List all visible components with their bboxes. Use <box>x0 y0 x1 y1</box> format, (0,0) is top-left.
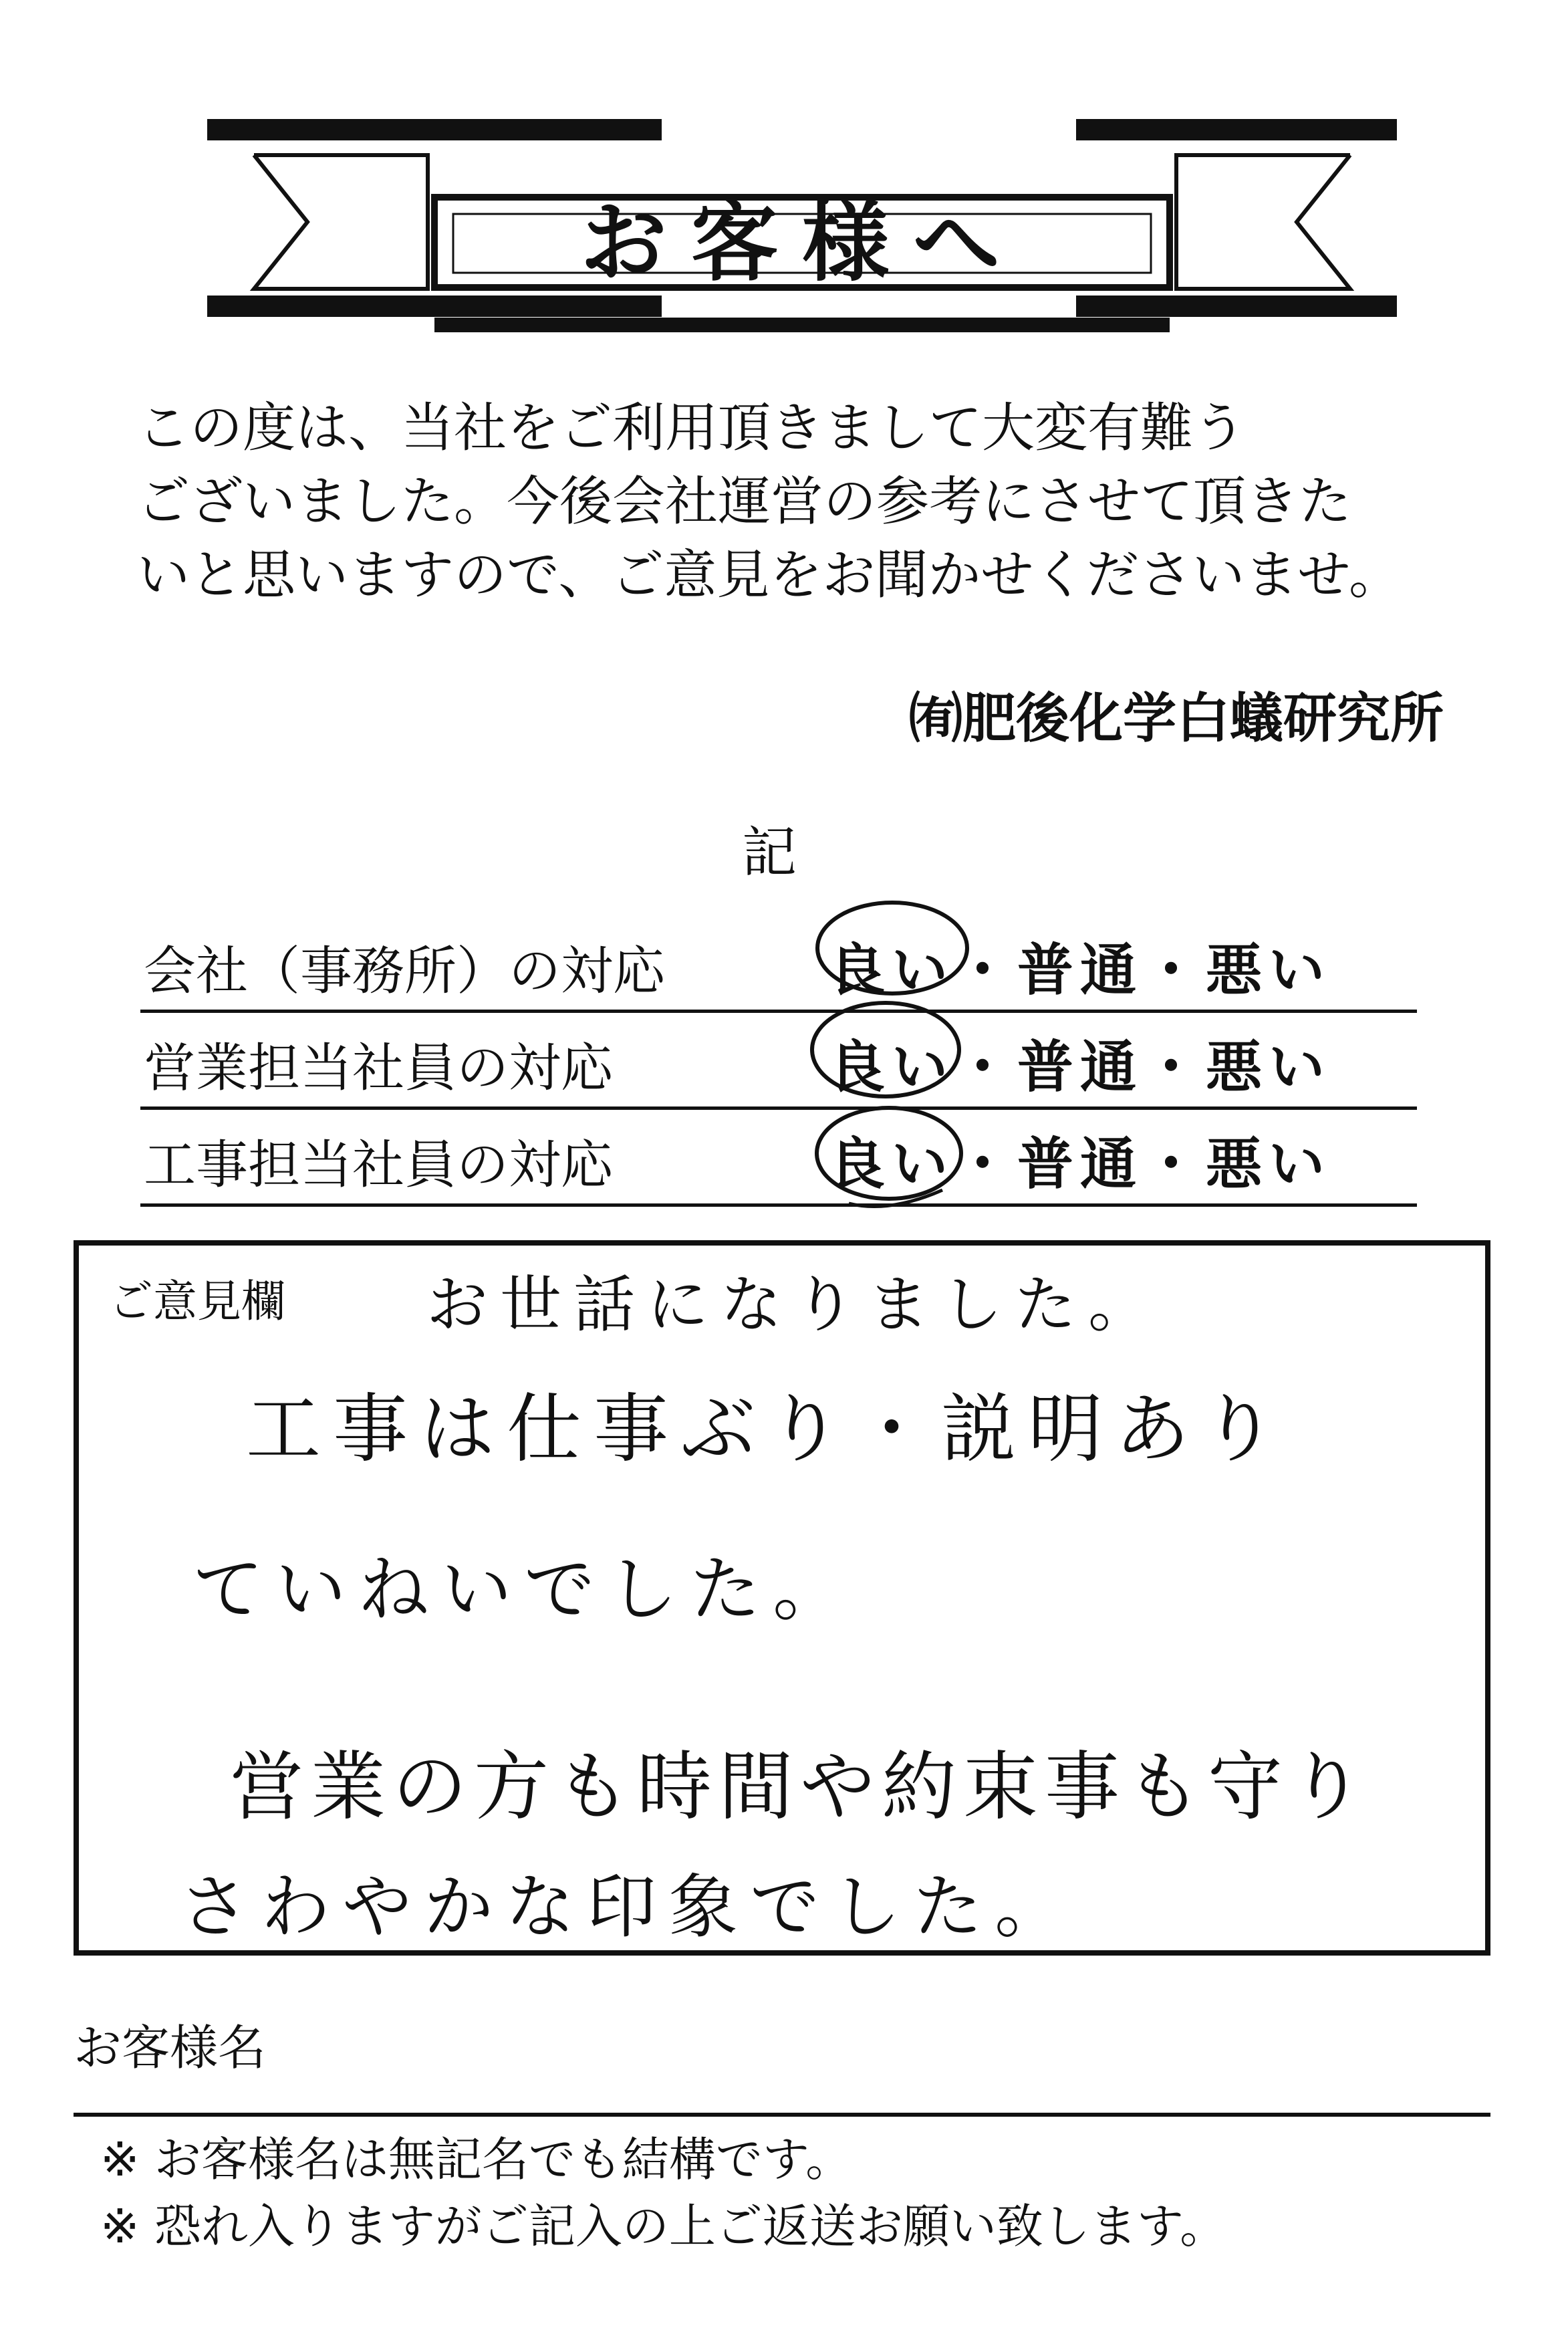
handwriting-line: ていねいでした。 <box>192 1548 856 1631</box>
banner-title: お客様へ <box>579 191 1024 294</box>
header-banner <box>201 114 1404 341</box>
selection-circle <box>809 889 983 1003</box>
intro-line: いと思いますので、ご意見をお聞かせくださいませ。 <box>137 544 1402 606</box>
rating-label: 営業担当社員の対応 <box>144 1038 614 1098</box>
intro-line: ございました。今後会社運営の参考にさせて頂きた <box>137 471 1351 532</box>
handwriting-line: さわやかな印象でした。 <box>179 1866 1077 1948</box>
opinion-label: ご意見欄 <box>109 1276 285 1327</box>
selection-circle <box>802 993 976 1106</box>
rating-options[interactable]: 良い・普通・悪い <box>829 1034 1332 1100</box>
rating-row <box>140 1013 1417 1110</box>
note-line: ※ 恐れ入りますがご記入の上ご返送お願い致します。 <box>100 2199 1227 2254</box>
company-name: ㈲肥後化学白蟻研究所 <box>909 687 1444 749</box>
rating-label: 会社（事務所）の対応 <box>144 941 666 1002</box>
ratings-section <box>140 916 1417 1207</box>
rating-label: 工事担当社員の対応 <box>144 1135 614 1195</box>
rating-row <box>140 1110 1417 1207</box>
rating-options[interactable]: 良い・普通・悪い <box>829 937 1332 1003</box>
opinion-box[interactable] <box>74 1240 1490 1956</box>
handwriting-line: 工事は仕事ぶり・説明あり <box>246 1386 1289 1473</box>
ki-heading: 記 <box>742 821 797 885</box>
handwriting-line: お世話になりました。 <box>426 1269 1162 1340</box>
rating-row <box>140 916 1417 1013</box>
handwriting-line: 営業の方も時間や約束事も守り <box>229 1744 1371 1831</box>
note-line: ※ お客様名は無記名でも結構です。 <box>100 2132 853 2187</box>
footer-notes <box>100 2126 1226 2260</box>
intro-line: この度は、当社をご利用頂きまして大変有難う <box>137 397 1246 459</box>
customer-name-field[interactable] <box>74 2073 1490 2117</box>
customer-name-label: お客様名 <box>74 2020 267 2076</box>
selection-circle <box>809 1096 983 1217</box>
intro-paragraph <box>137 391 1447 612</box>
rating-options[interactable]: 良い・普通・悪い <box>829 1131 1332 1197</box>
